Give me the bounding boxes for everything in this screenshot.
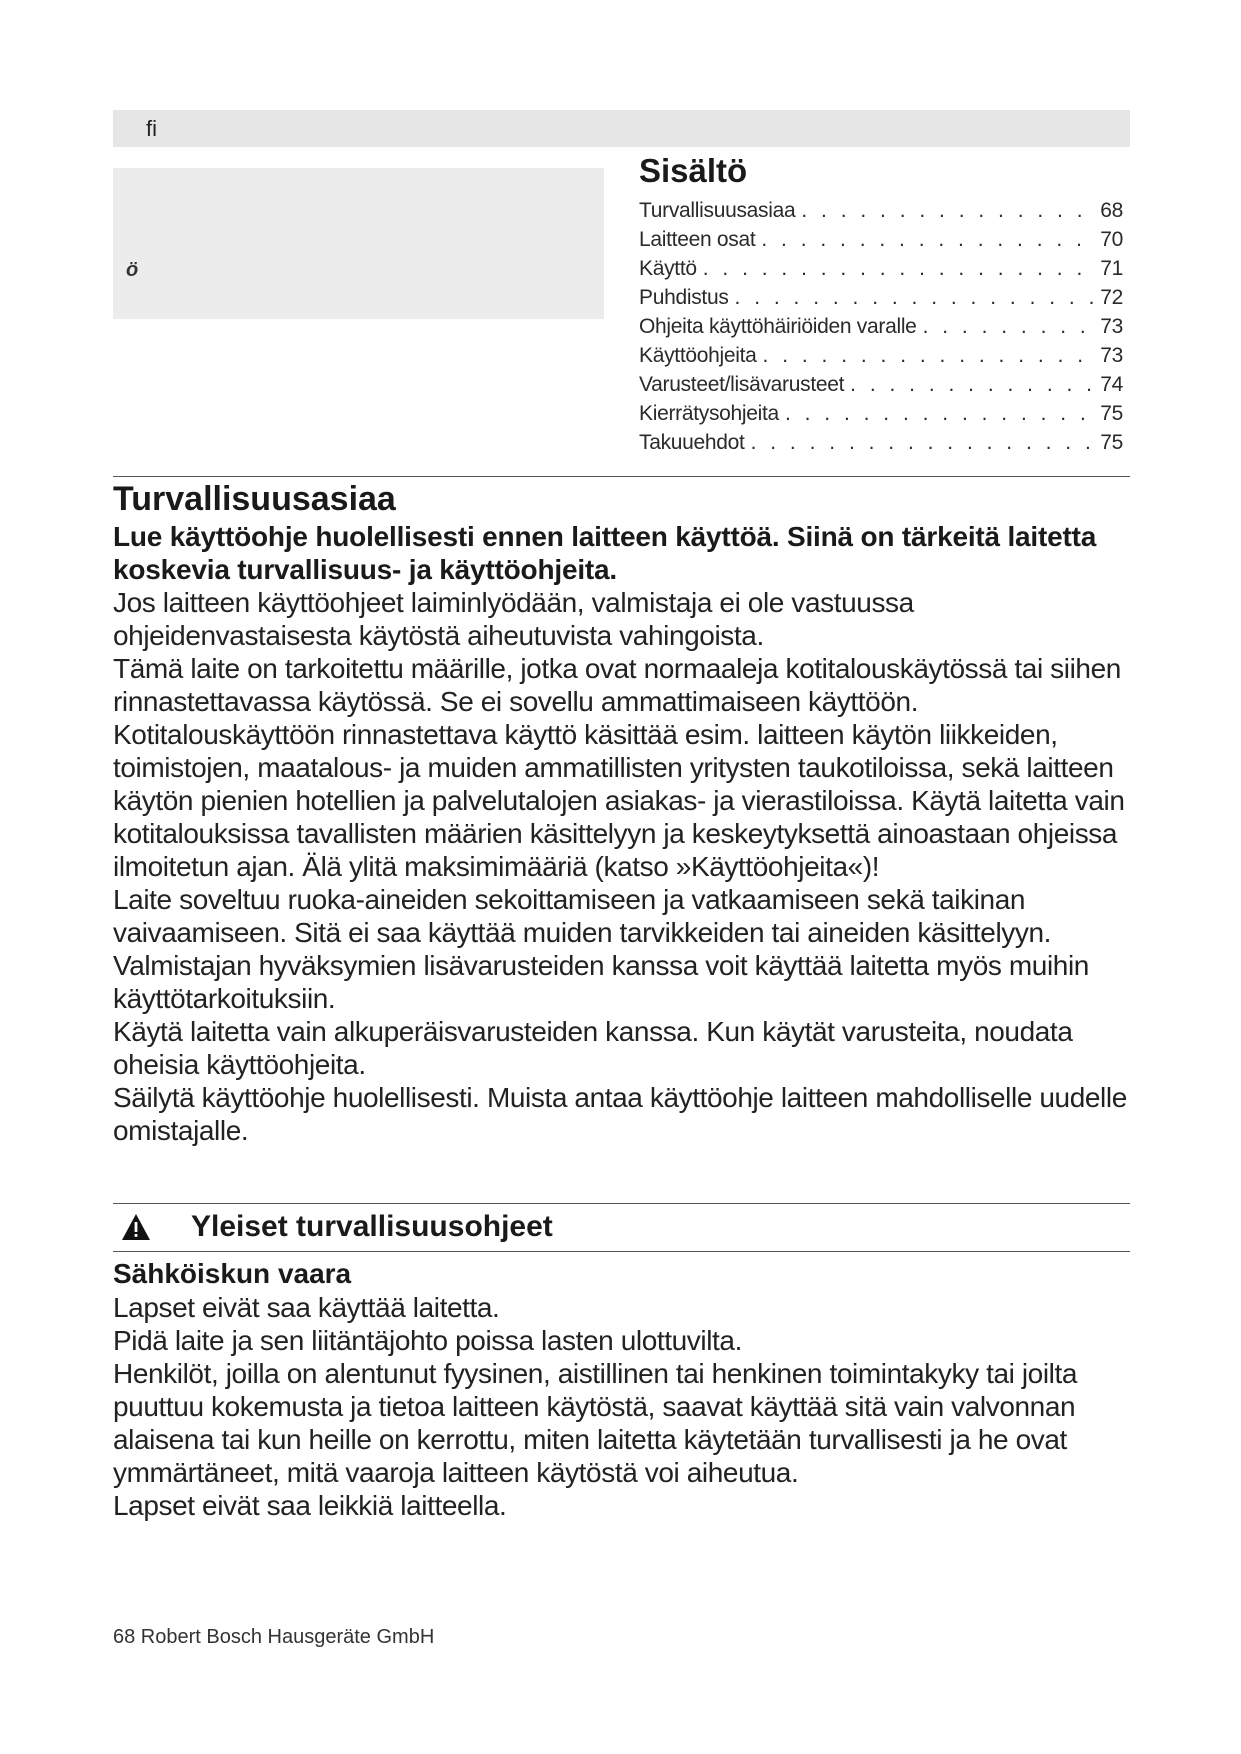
general-safety-title: Yleiset turvallisuusohjeet (191, 1210, 553, 1243)
toc-leader-dots (751, 428, 1095, 457)
warning-triangle-icon (121, 1213, 151, 1241)
toc-item-page: 75 (1100, 402, 1123, 425)
toc-leader-dots (761, 225, 1094, 254)
toc-item-label: Puhdistus (639, 286, 729, 309)
toc-item-page: 70 (1100, 228, 1123, 251)
toc-leader-dots (850, 370, 1094, 399)
hazard-title: Sähköiskun vaara (113, 1258, 352, 1289)
subsection-divider-bottom (113, 1251, 1130, 1252)
toc-item-label: Kierrätysohjeita (639, 402, 779, 425)
toc-item-page: 75 (1100, 431, 1123, 454)
toc-item-label: Turvallisuusasiaa (639, 199, 796, 222)
hazard-paragraph: Lapset eivät saa leikkiä laitteella. (113, 1490, 507, 1521)
hazard-paragraph: Pidä laite ja sen liitäntäjohto poissa lasten ulottuvilta. (113, 1325, 742, 1356)
toc-item-page: 73 (1100, 315, 1123, 338)
toc-title: Sisältö (639, 152, 748, 189)
toc-leader-dots (923, 312, 1095, 341)
toc-item[interactable] (639, 312, 1123, 341)
toc-item[interactable] (639, 254, 1123, 283)
toc-item-page: 71 (1100, 257, 1123, 280)
toc-item-page: 73 (1100, 344, 1123, 367)
page-footer: 68 Robert Bosch Hausgeräte GmbH (113, 1626, 435, 1648)
safety-lead: Lue käyttöohje huolellisesti ennen laitteen käyttöä. Siinä on tärkeitä laitetta koskevia turvallisuus- ja käyttöohjeita. (113, 521, 1097, 585)
language-bar (113, 110, 1130, 147)
toc-leader-dots (763, 341, 1095, 370)
hazard-paragraph: Henkilöt, joilla on alentunut fyysinen, aistillinen tai henkinen toimintakyky tai joilta puuttuu kokemusta ja tietoa laitteen käytöstä, saavat käyttää sitä vain valvonnan alaisena tai kun heille on kerrottu, miten laitetta käytetään turvallisesti ja he ovat ymmärtäneet, mitä vaaroja laitteen käytöstä voi aiheutua. (113, 1358, 1078, 1488)
safety-section (113, 478, 1130, 1147)
toc-item-label: Takuuehdot (639, 431, 745, 454)
toc-item[interactable] (639, 225, 1123, 254)
table-of-contents (639, 152, 1123, 457)
toc-item[interactable] (639, 399, 1123, 428)
safety-paragraph: Säilytä käyttöohje huolellisesti. Muista antaa käyttöohje laitteen mahdolliselle uudelle omistajalle. (113, 1082, 1127, 1146)
toc-leader-dots (735, 283, 1095, 312)
toc-item-page: 68 (1100, 199, 1123, 222)
hazard-paragraph: Lapset eivät saa käyttää laitetta. (113, 1292, 500, 1323)
toc-item[interactable] (639, 196, 1123, 225)
section-divider (113, 476, 1130, 477)
toc-item[interactable] (639, 283, 1123, 312)
safety-paragraph: Käytä laitetta vain alkuperäisvarusteiden kanssa. Kun käytät varusteita, noudata oheisia käyttöohjeita. (113, 1016, 1073, 1080)
safety-paragraph: Tämä laite on tarkoitettu määrille, jotka ovat normaaleja kotitalouskäytössä tai siihen rinnastettavassa käytössä. Se ei sovellu ammattimaiseen käyttöön. Kotitalouskäyttöön rinnastettava käyttö käsittää esim. laitteen käytön liikkeiden, toimistojen, maatalous- ja muiden ammatillisten yritysten taukotiloissa, sekä laitteen käytön pienien hotellien ja palvelutalojen asiakas- ja vierastiloissa. Käytä laitetta vain kotitalouksissa tavallisten määrien käsittelyyn ja keskeytyksettä ainoastaan ohjeissa ilmoitetun ajan. Älä ylitä maksimimääriä (katso »Käyttöohjeita«)! (113, 653, 1125, 882)
toc-item-page: 72 (1100, 286, 1123, 309)
toc-item-page: 74 (1100, 373, 1123, 396)
subsection-divider-top (113, 1203, 1130, 1204)
safety-paragraph: Laite soveltuu ruoka-aineiden sekoittamiseen ja vatkaamiseen sekä taikinan vaivaamiseen. Sitä ei saa käyttää muiden tarvikkeiden tai aineiden käsittelyyn. Valmistajan hyväksymien lisävarusteiden kanssa voit käyttää laitetta myös muihin käyttötarkoituksiin. (113, 884, 1089, 1014)
toc-item[interactable] (639, 341, 1123, 370)
toc-item[interactable] (639, 370, 1123, 399)
language-code: fi (146, 116, 157, 141)
general-safety-heading (113, 1205, 1130, 1249)
intro-box-text: ö (126, 259, 139, 281)
toc-item-label: Käyttö (639, 257, 697, 280)
toc-item-label: Varusteet/lisävarusteet (639, 373, 845, 396)
toc-leader-dots (703, 254, 1095, 283)
toc-item-label: Ohjeita käyttöhäiriöiden varalle (639, 315, 917, 338)
toc-item-label: Laitteen osat (639, 228, 756, 251)
safety-paragraph: Jos laitteen käyttöohjeet laiminlyödään, valmistaja ei ole vastuussa ohjeidenvastaisesta käytöstä aiheutuvista vahingoista. (113, 587, 914, 651)
intro-box (113, 168, 604, 319)
hazard-section (113, 1257, 1130, 1522)
toc-leader-dots (785, 399, 1094, 428)
toc-item-label: Käyttöohjeita (639, 344, 757, 367)
toc-item[interactable] (639, 428, 1123, 457)
toc-leader-dots (801, 196, 1094, 225)
section-title: Turvallisuusasiaa (113, 480, 396, 518)
